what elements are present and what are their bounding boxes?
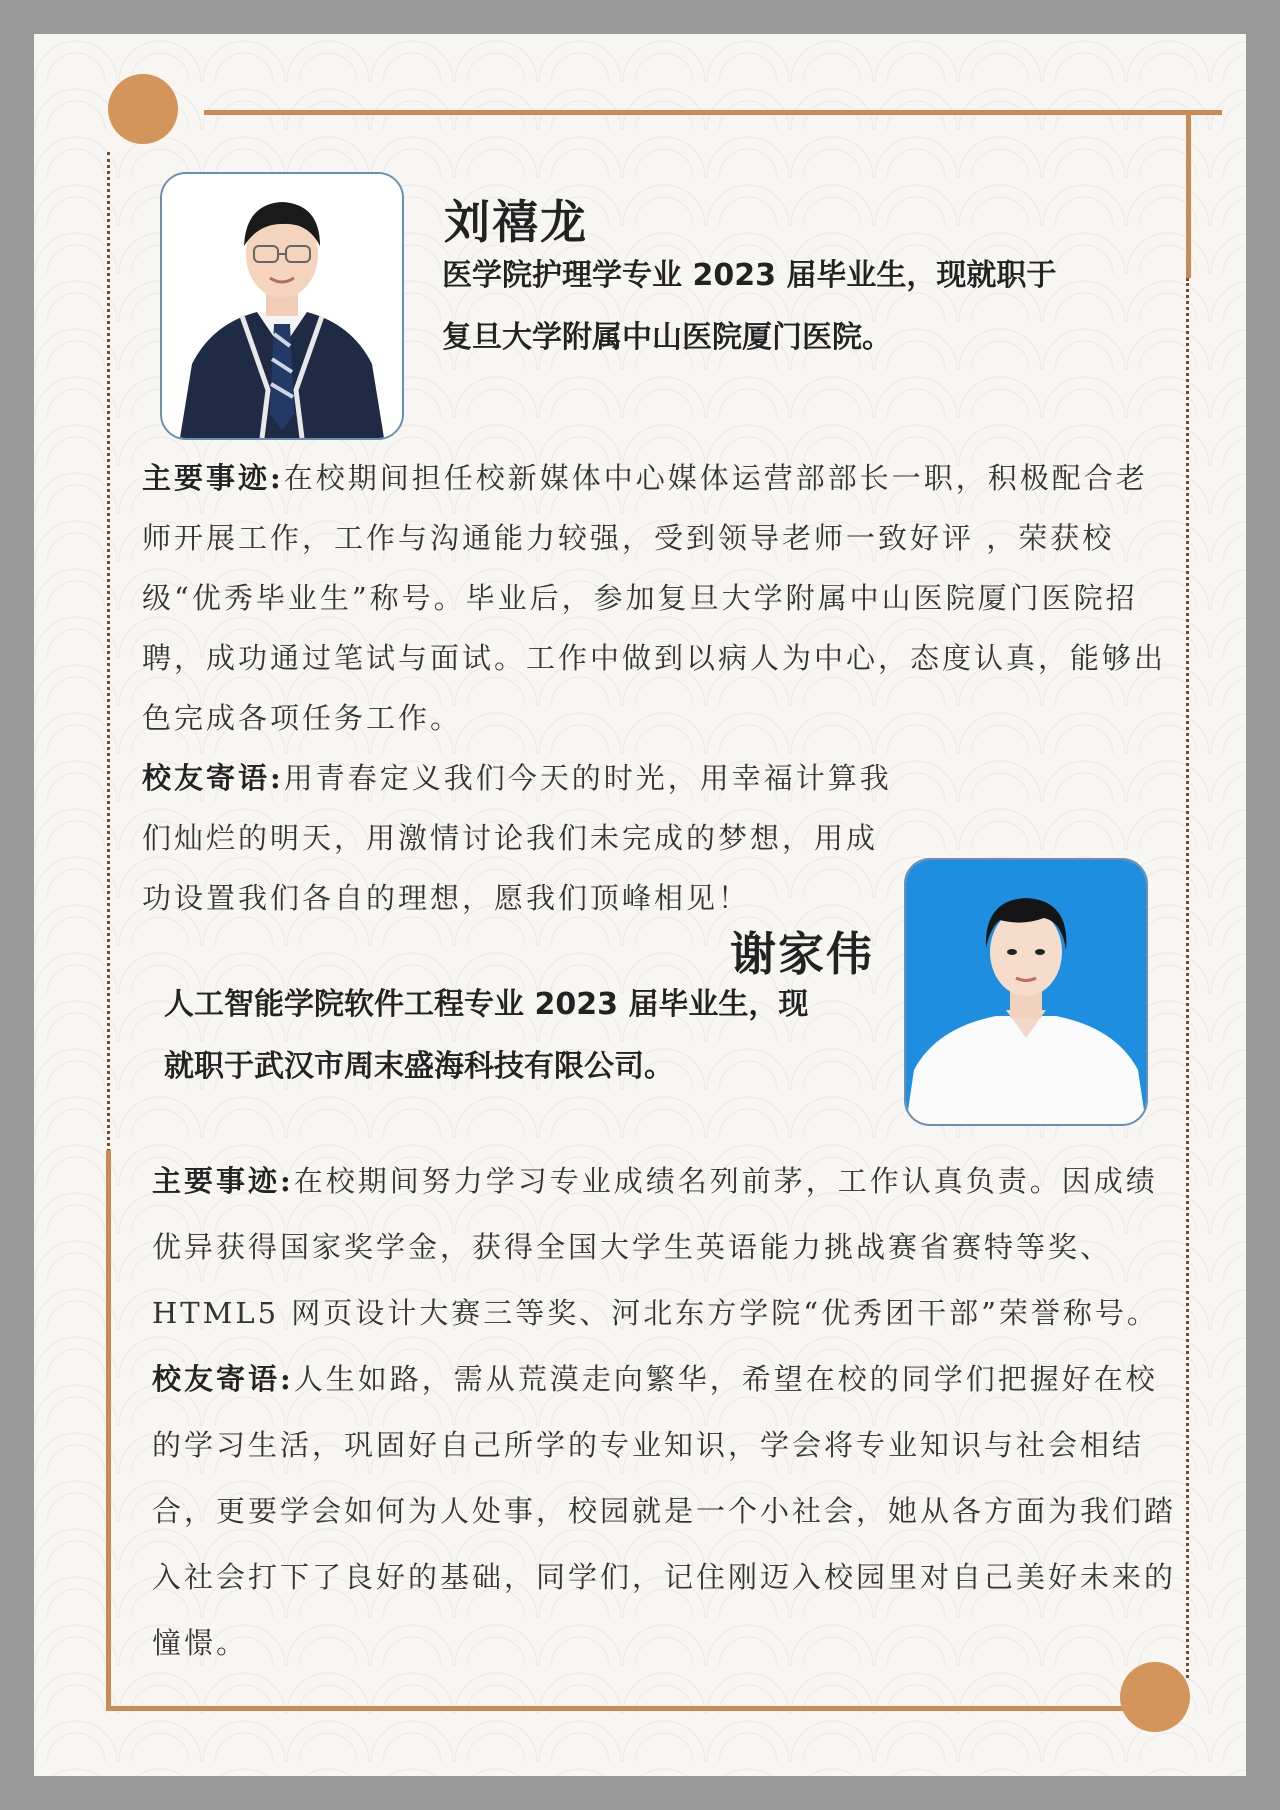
person2-name: 谢家伟 bbox=[730, 927, 874, 981]
person2-deeds bbox=[152, 1148, 1176, 1346]
person2-deeds-text: 在校期间努力学习专业成绩名列前茅，工作认真负责。因成绩优异获得国家奖学金，获得全国大学生英语能力挑战赛省赛特等奖、HTML5 网页设计大赛三等奖、河北东方学院“优秀团干部”荣誉称号。 bbox=[152, 1164, 1159, 1330]
decorative-circle-top-left bbox=[108, 74, 178, 144]
person2-deeds-label: 主要事迹: bbox=[152, 1164, 294, 1198]
person2-intro-line-2: 就职于武汉市周末盛海科技有限公司。 bbox=[164, 1049, 674, 1084]
frame-dotted-right bbox=[1186, 278, 1189, 1678]
person2-intro bbox=[164, 974, 894, 1098]
person1-message-text: 用青春定义我们今天的时光，用幸福计算我们灿烂的明天，用激情讨论我们未完成的梦想，用成功设置我们各自的理想，愿我们顶峰相见！ bbox=[142, 761, 892, 915]
person1-name: 刘禧龙 bbox=[444, 195, 588, 249]
portrait-photo-2 bbox=[904, 858, 1148, 1126]
frame-line-top bbox=[204, 110, 1222, 115]
person2-message bbox=[152, 1346, 1176, 1676]
person1-message bbox=[142, 748, 902, 928]
person1-deeds bbox=[142, 448, 1166, 748]
person1-intro bbox=[442, 245, 1162, 369]
person1-intro-line-1: 医学院护理学专业 2023 届毕业生，现就职于 bbox=[442, 258, 1057, 293]
person1-deeds-label: 主要事迹: bbox=[142, 461, 284, 495]
frame-line-right-top bbox=[1186, 110, 1191, 278]
person1-message-label: 校友寄语: bbox=[142, 761, 284, 795]
frame-dotted-left bbox=[107, 152, 110, 1152]
person1-deeds-text: 在校期间担任校新媒体中心媒体运营部部长一职，积极配合老师开展工作，工作与沟通能力较强，受到领导老师一致好评 ，荣获校级“优秀毕业生”称号。毕业后，参加复旦大学附属中山医院厦门医院招聘，成功通过笔试与面试。工作中做到以病人为中心，态度认真，能够出色完成各项任务工作。 bbox=[142, 461, 1167, 735]
person1-body bbox=[142, 448, 1166, 928]
person2-intro-line-1: 人工智能学院软件工程专业 2023 届毕业生，现 bbox=[164, 987, 809, 1022]
person1-intro-line-2: 复旦大学附属中山医院厦门医院。 bbox=[442, 320, 892, 355]
frame-line-left-bottom bbox=[106, 1150, 111, 1710]
person2-body bbox=[152, 1148, 1176, 1676]
portrait-photo-1 bbox=[160, 172, 404, 440]
person2-message-label: 校友寄语: bbox=[152, 1362, 294, 1396]
frame-line-bottom bbox=[106, 1706, 1146, 1711]
person2-message-text: 人生如路，需从荒漠走向繁华，希望在校的同学们把握好在校的学习生活，巩固好自己所学的专业知识，学会将专业知识与社会相结合，更要学会如何为人处事，校园就是一个小社会，她从各方面为我们踏入社会打下了良好的基础，同学们，记住刚迈入校园里对自己美好未来的憧憬。 bbox=[152, 1362, 1177, 1660]
poster-page bbox=[34, 34, 1246, 1776]
